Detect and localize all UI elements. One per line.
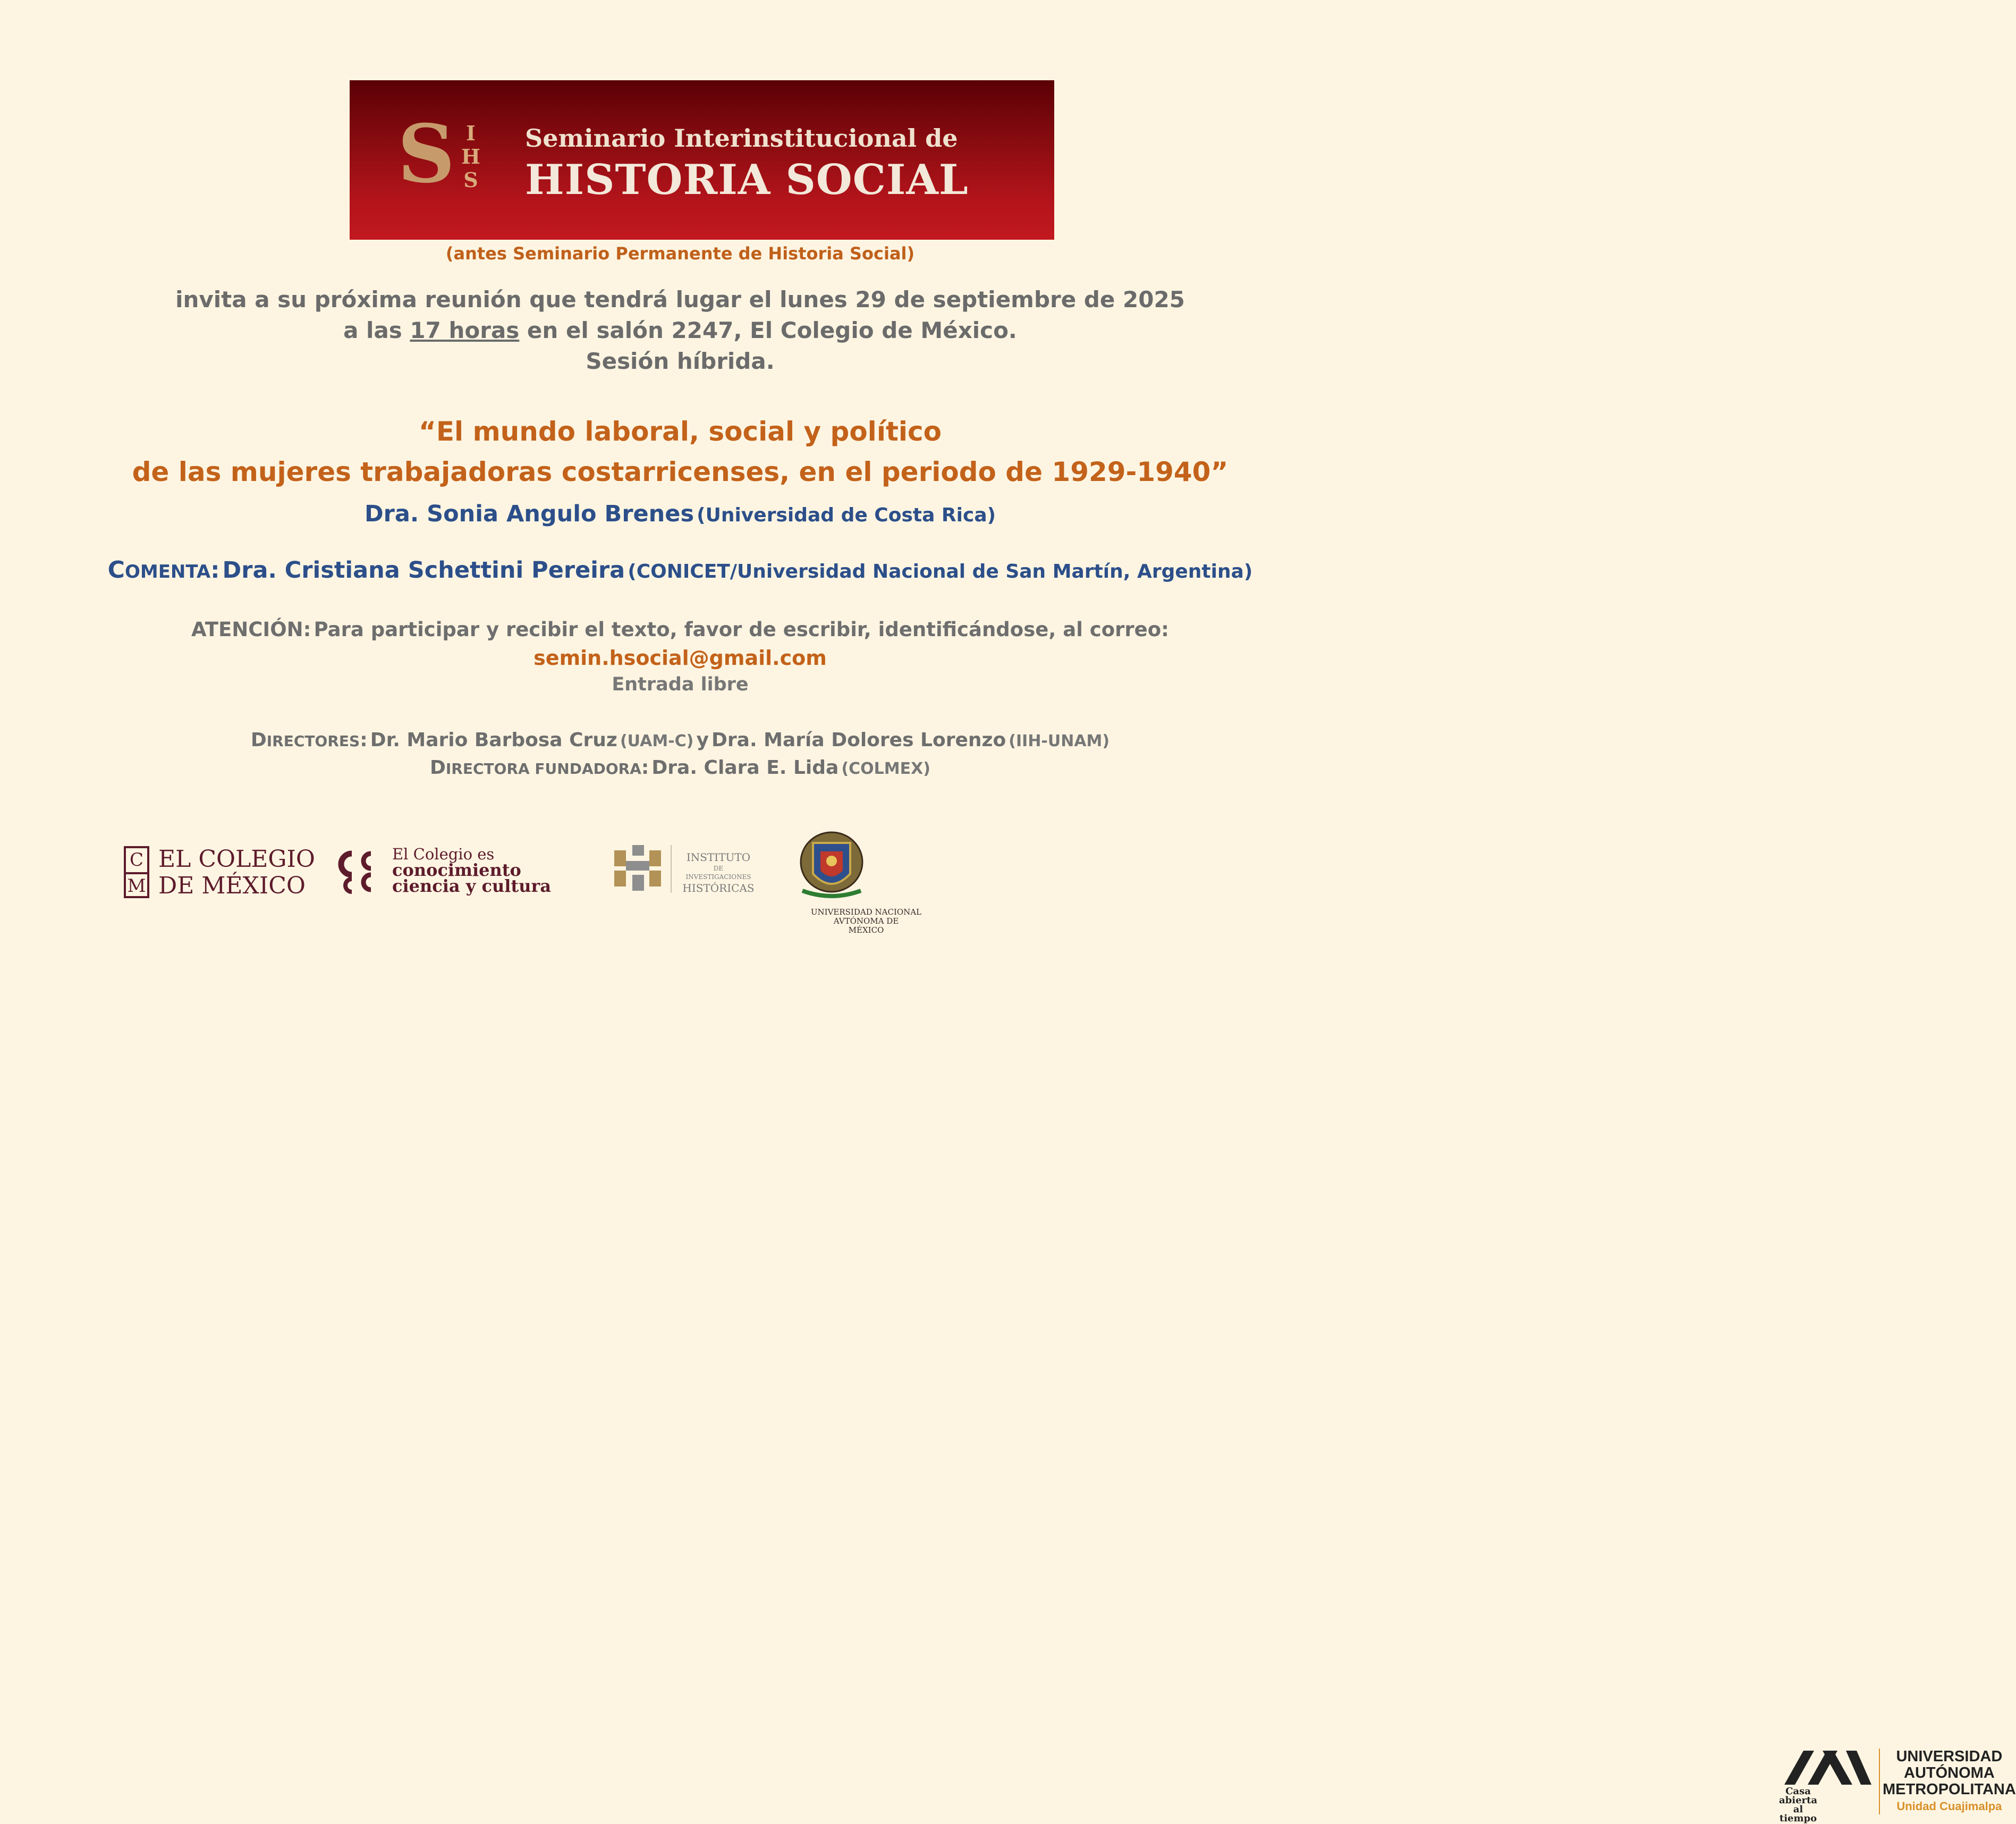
commentator-line	[0, 556, 1360, 584]
invitation-block	[0, 284, 1360, 377]
iih-logo-text	[681, 850, 756, 895]
directors-line	[0, 729, 1360, 751]
seminar-banner	[350, 80, 1054, 240]
talk-title-line2: de las mujeres trabajadoras costarricenses, en el periodo de 1929-1940”	[132, 457, 1229, 487]
banner-title-line2: HISTORIA SOCIAL	[525, 156, 969, 204]
founder-label-rest: IRECTORA FUNDADORA	[445, 760, 641, 778]
uam-slogan: Casa abierta al tiempo	[1779, 1786, 1817, 1824]
uam-line1: UNIVERSIDAD	[1896, 1748, 2003, 1765]
unam-shield-icon	[797, 831, 866, 905]
colmex-monogram-m: M	[127, 875, 146, 897]
colmex-monogram-c: C	[129, 849, 143, 871]
invitation-time-pre: a las	[343, 317, 410, 343]
shs-logo-s: S	[397, 107, 455, 201]
commentator-affiliation: (CONICET/Universidad Nacional de San Martín, Argentina)	[628, 561, 1253, 582]
uam-line3: METROPOLITANA	[1883, 1781, 2016, 1798]
director-2-inst: (IIH-UNAM)	[1009, 732, 1110, 750]
iih-line2: DE INVESTIGACIONES	[685, 865, 751, 881]
iih-line1: INSTITUTO	[686, 851, 751, 864]
unam-line2: AVTÓNOMA DE	[833, 916, 899, 926]
uam-line2: AUTÓNOMA	[1904, 1764, 1995, 1781]
directors-label-rest: IRECTORES	[266, 732, 360, 750]
seminar-former-name: (antes Seminario Permanente de Historia Social)	[445, 243, 915, 264]
uam-unit: Unidad Cuajimalpa	[1896, 1800, 2002, 1813]
iih-line3: HISTÓRICAS	[682, 882, 755, 894]
free-entry: Entrada libre	[612, 674, 749, 695]
colmex-slogan-line1: El Colegio es	[392, 845, 495, 863]
directors-label-colon: :	[360, 729, 368, 751]
founder-label-colon: :	[641, 757, 649, 779]
colmex-slogan-line2: conocimiento	[392, 860, 521, 880]
shs-logo-letter-i: I	[466, 121, 476, 145]
uam-emblem-icon	[1784, 1751, 1871, 1785]
commentator-name: Dra. Cristiana Schettini Pereira	[222, 557, 625, 584]
invitation-line1: invita a su próxima reunión que tendrá lugar el lunes 29 de septiembre de 2025	[175, 286, 1185, 313]
colmex-slogan-line3: ciencia y cultura	[392, 876, 552, 896]
directors-label-first: D	[250, 729, 267, 751]
unam-line3: MÉXICO	[848, 925, 884, 935]
attention-label: ATENCIÓN:	[191, 618, 311, 641]
shs-logo-letters	[460, 122, 481, 192]
invitation-line2	[0, 315, 1360, 346]
colmex-slogan-logo	[392, 846, 551, 894]
colmex-monogram-logo	[124, 846, 149, 898]
contact-email[interactable]: semin.hsocial@gmail.com	[533, 646, 827, 670]
director-1-inst: (UAM-C)	[620, 732, 694, 750]
founder-label-first: D	[430, 757, 446, 779]
attention-line	[0, 618, 1360, 641]
colmex-logo-text	[158, 846, 315, 899]
director-1: Dr. Mario Barbosa Cruz	[370, 729, 617, 751]
speaker-name: Dra. Sonia Angulo Brenes	[364, 501, 694, 527]
iih-divider	[671, 845, 672, 893]
founder-name: Dra. Clara E. Lida	[651, 757, 839, 779]
shs-logo-letter-h: H	[461, 145, 480, 168]
invitation-venue: en el salón 2247, El Colegio de México.	[519, 317, 1017, 343]
commentator-label-colon: :	[210, 557, 220, 584]
shs-logo	[397, 107, 493, 208]
commentator-label-first: C	[107, 556, 125, 584]
banner-title-line1: Seminario Interinstitucional de	[525, 124, 958, 153]
uam-divider	[1879, 1749, 1880, 1814]
founder-inst: (COLMEX)	[841, 759, 930, 778]
speaker-affiliation: (Universidad de Costa Rica)	[697, 504, 996, 526]
directors-conj: y	[696, 729, 709, 751]
invitation-line3: Sesión híbrida.	[586, 348, 775, 374]
founder-line	[0, 757, 1360, 779]
talk-title	[0, 411, 1360, 492]
commentator-label-rest: OMENTA	[124, 561, 211, 582]
unam-logo-text	[786, 907, 2016, 1824]
director-2: Dra. María Dolores Lorenzo	[711, 729, 1006, 751]
colmex-logo-line1: EL COLEGIO	[158, 846, 316, 873]
speaker-line	[0, 501, 1360, 527]
colmex-logo-line2: DE MÉXICO	[158, 872, 306, 899]
uam-logo-text	[1883, 1749, 2016, 1814]
talk-title-line1: “El mundo laboral, social y político	[419, 416, 942, 447]
invitation-time: 17 horas	[410, 317, 520, 343]
unam-line1: UNIVERSIDAD NACIONAL	[810, 907, 922, 917]
shs-logo-letter-s: S	[463, 168, 478, 192]
attention-text: Para participar y recibir el texto, favor de escribir, identificándose, al correo:	[314, 618, 1169, 641]
colmex-c-symbol-icon	[337, 849, 382, 895]
iih-emblem-icon	[614, 845, 662, 893]
